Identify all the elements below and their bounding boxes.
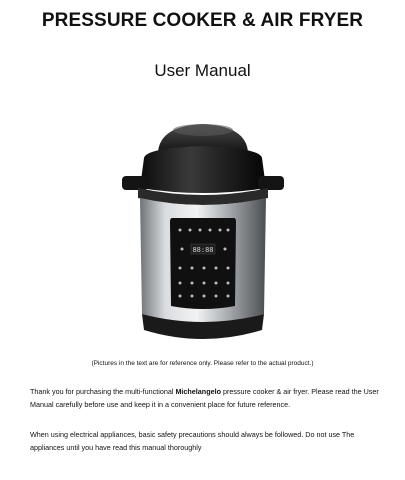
- svg-text:88:88: 88:88: [192, 246, 214, 254]
- lid-skirt: [140, 146, 266, 193]
- pressure-cooker-image: [118, 118, 288, 350]
- document-subtitle: User Manual: [154, 61, 251, 80]
- right-handle: [258, 176, 284, 190]
- brand-name: Michelangelo: [175, 387, 221, 396]
- intro-text-after: pressure cooker & air fryer. Please read the User Manual carefully before use and keep it in a convenient place for future reference.: [30, 387, 379, 409]
- intro-paragraph: [30, 385, 380, 411]
- document-title: PRESSURE COOKER & AIR FRYER: [41, 10, 364, 31]
- intro-text-before: Thank you for purchasing the multi-functional: [30, 387, 176, 396]
- image-caption: (Pictures in the text are for reference only. Please refer to the actual product.): [91, 360, 314, 367]
- left-handle: [122, 176, 148, 190]
- safety-paragraph: When using electrical appliances, basic safety precautions should always be followed. Do not use The appliances until you have read this manual thoroughly: [30, 430, 355, 452]
